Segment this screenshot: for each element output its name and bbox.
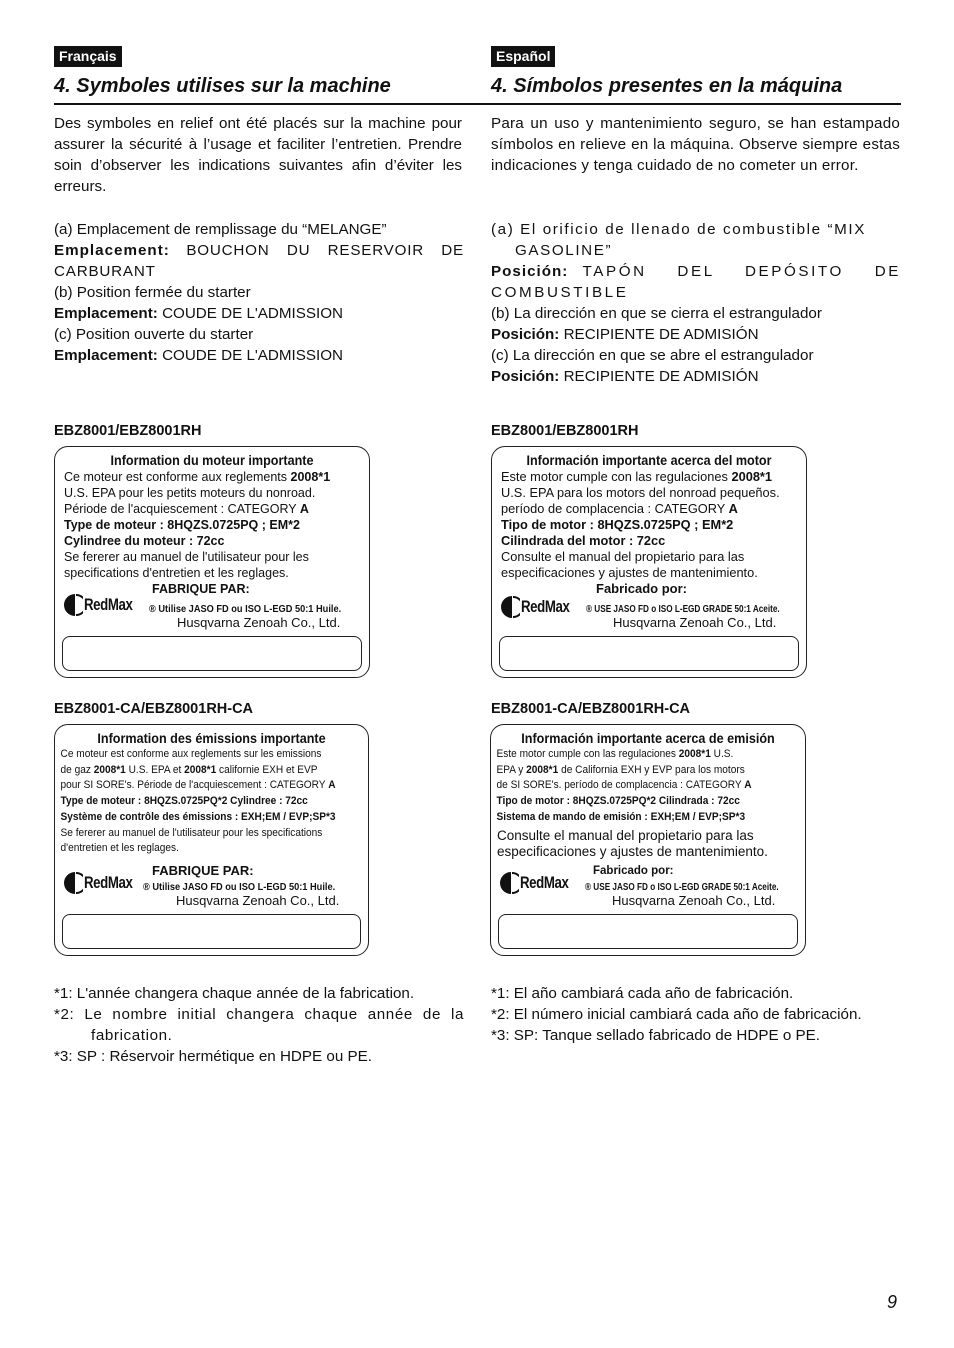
item-b-position: Posición: RECIPIENTE DE ADMISIÓN xyxy=(491,326,759,343)
label-body-lines: Consulte el manual del propietario para las especificaciones y ajustes de mantenimiento. xyxy=(497,828,768,859)
footnotes-french xyxy=(54,983,464,1067)
model-heading-french-1: EBZ8001/EBZ8001RH xyxy=(54,423,202,439)
label-body: Este motor cumple con las regulaciones 2008*1 U.S. EPA para los motors del nonroad pequeños. período de complacencia : CATEGORY A Tipo de motor : 8HQZS.0725PQ ; EM*2 Cilindrada del motor : 72cc Consulte el manual del propietario para las especificaciones y ajustes de mantenimiento. Fabricado por: xyxy=(501,469,780,596)
manufacturer-name: Husqvarna Zenoah Co., Ltd. xyxy=(613,615,777,630)
blank-field xyxy=(498,914,798,949)
section-title-spanish: 4. Símbolos presentes en la máquina xyxy=(491,75,843,97)
item-a-position: Emplacement: BOUCHON DU RESERVOIR DE CARBURANT xyxy=(54,242,464,280)
label-title: Information du moteur importante xyxy=(110,452,314,468)
item-b-position: Emplacement: COUDE DE L'ADMISSION xyxy=(54,305,344,322)
model-heading-french-2: EBZ8001-CA/EBZ8001RH-CA xyxy=(54,701,254,717)
footnote-3: *3: SP : Réservoir hermétique en HDPE ou PE. xyxy=(54,1048,372,1065)
engine-label-french xyxy=(54,446,370,678)
footnote-1: *1: L'année changera chaque année de la fabrication. xyxy=(54,985,415,1002)
language-badge-spanish: Español xyxy=(491,46,555,67)
item-a: (a) Emplacement de remplissage du “MELANGE” xyxy=(54,221,387,238)
symbol-list-spanish xyxy=(491,219,901,387)
blank-field xyxy=(62,914,361,949)
manufactured-by: Fabricado por: xyxy=(593,865,674,877)
engine-label-spanish xyxy=(491,446,807,678)
redmax-emblem-icon xyxy=(63,871,83,895)
redmax-logo: RedMax xyxy=(499,871,582,895)
blank-field xyxy=(499,636,799,671)
header-divider xyxy=(54,103,901,105)
spanish-column-header xyxy=(491,46,901,98)
label-body: Ce moteur est conforme aux reglements 2008*1 U.S. EPA pour les petits moteurs du nonroad. Période de l'acquiescement : CATEGORY A Type de moteur : 8HQZS.0725PQ ; EM*2 Cylindree du moteur : 72cc Se fererer au manuel de l'utilisateur pour les specifications d'entretien et les reglages. FABRIQUE PAR: xyxy=(64,470,331,596)
oil-spec: ® Utilise JASO FD ou ISO L-EGD 50:1 Huile. xyxy=(143,881,336,893)
french-column-header xyxy=(54,46,464,98)
item-c: (c) La dirección en que se abre el estrangulador xyxy=(491,347,814,364)
intro-paragraph-french: Des symboles en relief ont été placés sur la machine pour assurer la sécurité à l’usage et faciliter l’entretien. Prendre soin d’observer les indications suivantes afin d’éviter les erreurs. xyxy=(54,115,462,195)
footnotes-spanish xyxy=(491,983,903,1046)
footnote-3: *3: SP: Tanque sellado fabricado de HDPE o PE. xyxy=(491,1027,820,1044)
footnote-2: *2: El número inicial cambiará cada año de fabricación. xyxy=(491,1006,862,1023)
page-number: 9 xyxy=(887,1292,898,1312)
footnote-1: *1: El año cambiará cada año de fabricación. xyxy=(491,985,794,1002)
redmax-logo: RedMax xyxy=(63,871,146,895)
model-heading-spanish-1: EBZ8001/EBZ8001RH xyxy=(491,423,639,439)
item-a-position: Posición: TAPÓN DEL DEPÓSITO DE COMBUSTIBLE xyxy=(491,263,901,301)
redmax-emblem-icon xyxy=(500,595,520,619)
footnote-2: *2: Le nombre initial changera chaque année de la fabrication. xyxy=(54,1006,464,1044)
oil-spec: ® Utilise JASO FD ou ISO L-EGD 50:1 Huile. xyxy=(149,603,342,615)
manufacturer-name: Husqvarna Zenoah Co., Ltd. xyxy=(612,893,776,908)
label-body: Este motor cumple con las regulaciones 2008*1 U.S. EPA y 2008*1 de California EXH y EVP para los motors de SI SORE's. período de complacencia : CATEGORY A Tipo de motor : 8HQZS.0725PQ*2 Cilindrada : 72cc Sistema de mando de emisión : EXH;EM / EVP;SP*3 xyxy=(496,748,752,823)
item-b: (b) Position fermée du starter xyxy=(54,284,251,301)
item-c: (c) Position ouverte du starter xyxy=(54,326,254,343)
emissions-label-spanish xyxy=(490,724,806,956)
symbol-list-french xyxy=(54,219,464,366)
section-title-french: 4. Symboles utilises sur la machine xyxy=(54,75,391,97)
label-title: Information des émissions importante xyxy=(97,730,326,746)
model-heading-spanish-2: EBZ8001-CA/EBZ8001RH-CA xyxy=(491,701,691,717)
oil-spec: ® USE JASO FD o ISO L-EGD GRADE 50:1 Aceite. xyxy=(586,603,780,615)
redmax-emblem-icon xyxy=(499,871,519,895)
label-title: Información importante acerca del motor xyxy=(526,452,772,468)
emissions-label-french xyxy=(54,724,369,956)
manufacturer-name: Husqvarna Zenoah Co., Ltd. xyxy=(176,893,340,908)
item-c-position: Posición: RECIPIENTE DE ADMISIÓN xyxy=(491,368,759,385)
manufacturer-name: Husqvarna Zenoah Co., Ltd. xyxy=(177,615,341,630)
redmax-logo: RedMax xyxy=(63,593,146,617)
label-title: Información importante acerca de emisión xyxy=(521,730,775,746)
label-body: Ce moteur est conforme aux reglements sur les emissions de gaz 2008*1 U.S. EPA et 2008*1 californie EXH et EVP pour SI SORE's. Période de l'acquiescement : CATEGORY A Type de moteur : 8HQZS.0725PQ*2 Cylindree : 72cc Système de contrôle des émissions : EXH;EM / EVP;SP*3 Se fererer au manuel de l'utilisateur pour les specifications d'entretien et les reglages. xyxy=(60,748,336,855)
item-a: (a) El orificio de llenado de combustible “MIX GASOLINE” xyxy=(491,221,866,259)
redmax-emblem-icon xyxy=(63,593,83,617)
intro-paragraph-spanish: Para un uso y mantenimiento seguro, se han estampado símbolos en relieve en la máquina. Observe siempre estas indicaciones y tenga cuidado de no cometer un error. xyxy=(491,115,900,174)
item-b: (b) La dirección en que se cierra el estrangulador xyxy=(491,305,822,322)
redmax-logo: RedMax xyxy=(500,595,583,619)
oil-spec: ® USE JASO FD o ISO L-EGD GRADE 50:1 Aceite. xyxy=(585,881,779,893)
item-c-position: Emplacement: COUDE DE L'ADMISSION xyxy=(54,347,344,364)
manufactured-by: FABRIQUE PAR: xyxy=(152,863,254,878)
language-badge-french: Français xyxy=(54,46,122,67)
blank-field xyxy=(62,636,362,671)
